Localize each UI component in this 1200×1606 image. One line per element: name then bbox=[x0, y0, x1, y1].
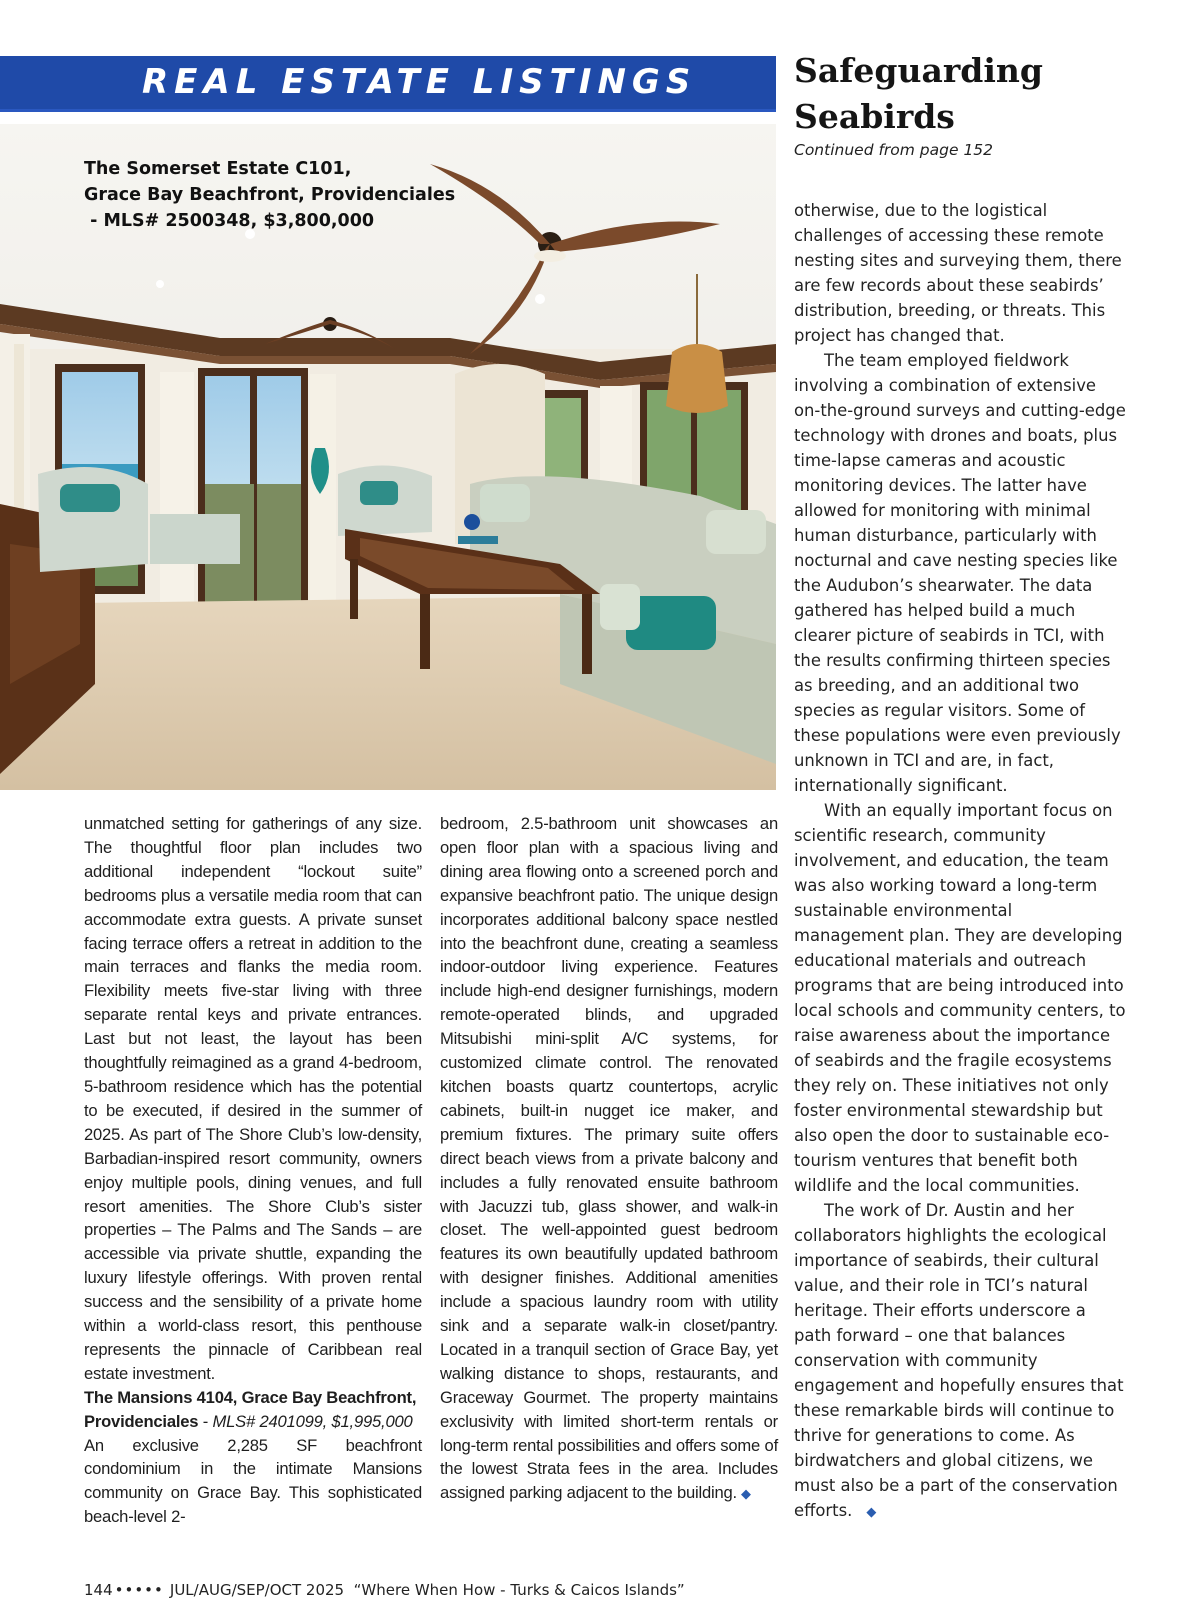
listing1-location: Grace Bay Beachfront, Providenciales bbox=[84, 185, 456, 205]
listing2-description-start: An exclusive 2,285 SF beachfront condominium in the intimate Mansions community on Grace Bay. This sophisticated beach-level 2- bbox=[84, 1435, 422, 1527]
listing1-description: unmatched setting for gatherings of any size. The thoughtful floor plan includes two additional independent “lockout suite” bedrooms plus a versatile media room that can accommodate extra guests. A private sunset facing terrace offers a retreat in addition to the main terraces and flanks the media room. Flexibility meets five-star living with three separate rental keys and private entrances. Last but not least, the layout has been thoughtfully reimagined as a grand 4-bedroom, 5-bathroom residence which has the potential to be executed, if desired in the summer of 2025. As part of The Shore Club’s low-density, Barbadian-inspired resort community, owners enjoy multiple pools, dining venues, and full resort amenities. The Shore Club’s sister properties – The Palms and The Sands – are accessible via private shuttle, expanding the luxury lifestyle offerings. With proven rental success and the sensibility of a private home within a world-class resort, this penthouse represents the pinnacle of Caribbean real estate investment. bbox=[84, 814, 422, 1383]
end-of-article-diamond-icon: ◆ bbox=[866, 1505, 877, 1520]
article-paragraph-2: The team employed fieldwork involving a combination of extensive on-the-ground surveys and cutting-edge technology with drones and boats, plus time-lapse cameras and acoustic monitoring devices. The latter have allowed for monitoring with minimal human disturbance, particularly with nocturnal and cave nesting species like the Audubon’s shearwater. The data gathered has helped build a much clearer picture of seabirds in TCI, with the results confirming thirteen species as breeding, and an additional two species as regular visitors. Some of these populations were even previously unknown in TCI and are, in fact, internationally significant. bbox=[794, 351, 1126, 795]
listing-column-2 bbox=[440, 812, 778, 1506]
article-paragraph-4-text: The work of Dr. Austin and her collaborators highlights the ecological importance of seabirds, their cultural value, and their role in TCI’s natural heritage. Their efforts underscore a path forward – one that balances conservation with community engagement and hopefully ensures that these remarkable birds will continue to thrive for generations to come. As birdwatchers and global citizens, we must also be a part of the conservation efforts. bbox=[794, 1201, 1124, 1520]
listing1-name: The Somerset Estate C101, bbox=[84, 159, 352, 179]
article-paragraph-3: With an equally important focus on scientific research, community involvement, and education, the team was also working toward a long-term sustainable environmental management plan. They are developing educational materials and outreach programs that are being introduced into local schools and community centers, to raise awareness about the importance of seabirds and the fragile ecosystems they rely on. These initiatives not only foster environmental stewardship but also open the door to sustainable eco-tourism ventures that benefit both wildlife and the local communities. bbox=[794, 801, 1126, 1195]
listing2-separator: - bbox=[198, 1411, 213, 1431]
end-of-article-diamond-icon: ◆ bbox=[740, 1486, 751, 1502]
footer-dots: ••••• bbox=[114, 1581, 164, 1599]
section-title: REAL ESTATE LISTINGS bbox=[142, 62, 697, 102]
listing-photo bbox=[0, 124, 776, 790]
article-title: Safeguarding Seabirds bbox=[794, 51, 1043, 136]
listing2-title: The Mansions 4104, Grace Bay Beachfront, Providenciales bbox=[84, 1387, 417, 1431]
section-banner bbox=[0, 56, 776, 112]
article-body bbox=[794, 198, 1126, 1525]
listing1-mls-price: - MLS# 2500348, $3,800,000 bbox=[84, 211, 375, 231]
listing2-heading bbox=[84, 1386, 422, 1434]
listing2-mls-price: MLS# 2401099, $1,995,000 bbox=[212, 1411, 413, 1431]
article-continuation-note: Continued from page 152 bbox=[794, 141, 994, 159]
publication-name: “Where When How - Turks & Caicos Islands” bbox=[353, 1581, 685, 1599]
listing1-caption bbox=[84, 156, 455, 234]
article-paragraph-4 bbox=[794, 1198, 1126, 1525]
article-paragraph-1: otherwise, due to the logistical challenges of accessing these remote nesting sites and surveying them, there are few records about these seabirds’ distribution, breeding, or threats. This project has changed that. bbox=[794, 201, 1122, 345]
listing-column-1 bbox=[84, 812, 422, 1529]
issue-date: JUL/AUG/SEP/OCT 2025 bbox=[169, 1581, 345, 1599]
page-number: 144 bbox=[84, 1581, 113, 1599]
listing2-description-continued bbox=[440, 812, 778, 1506]
listing2-description-text: bedroom, 2.5-bathroom unit showcases an open floor plan with a spacious living and dining area flowing onto a screened porch and expansive beachfront patio. The unique design incorporates additional balcony space nestled into the beachfront dune, creating a seamless indoor-outdoor living experience. Features include high-end designer furnishings, modern remote-operated blinds, and upgraded Mitsubishi mini-split A/C systems, for customized climate control. The renovated kitchen boasts quartz countertops, acrylic cabinets, built-in nugget ice maker, and premium fixtures. The primary suite offers direct beach views from a private balcony and includes a fully renovated ensuite bathroom with Jacuzzi tub, glass shower, and walk-in closet. The well-appointed guest bedroom features its own beautifully updated bathroom with designer finishes. Additional amenities include a spacious laundry room with utility sink and a separate walk-in closet/pantry. Located in a tranquil section of Grace Bay, yet walking distance to shops, restaurants, and Graceway Gourmet. The property maintains exclusivity with limited short-term rentals or long-term rental possibilities and offers some of the lowest Strata fees in the area. Includes assigned parking adjacent to the building. bbox=[440, 814, 778, 1503]
page-footer bbox=[84, 1581, 685, 1599]
